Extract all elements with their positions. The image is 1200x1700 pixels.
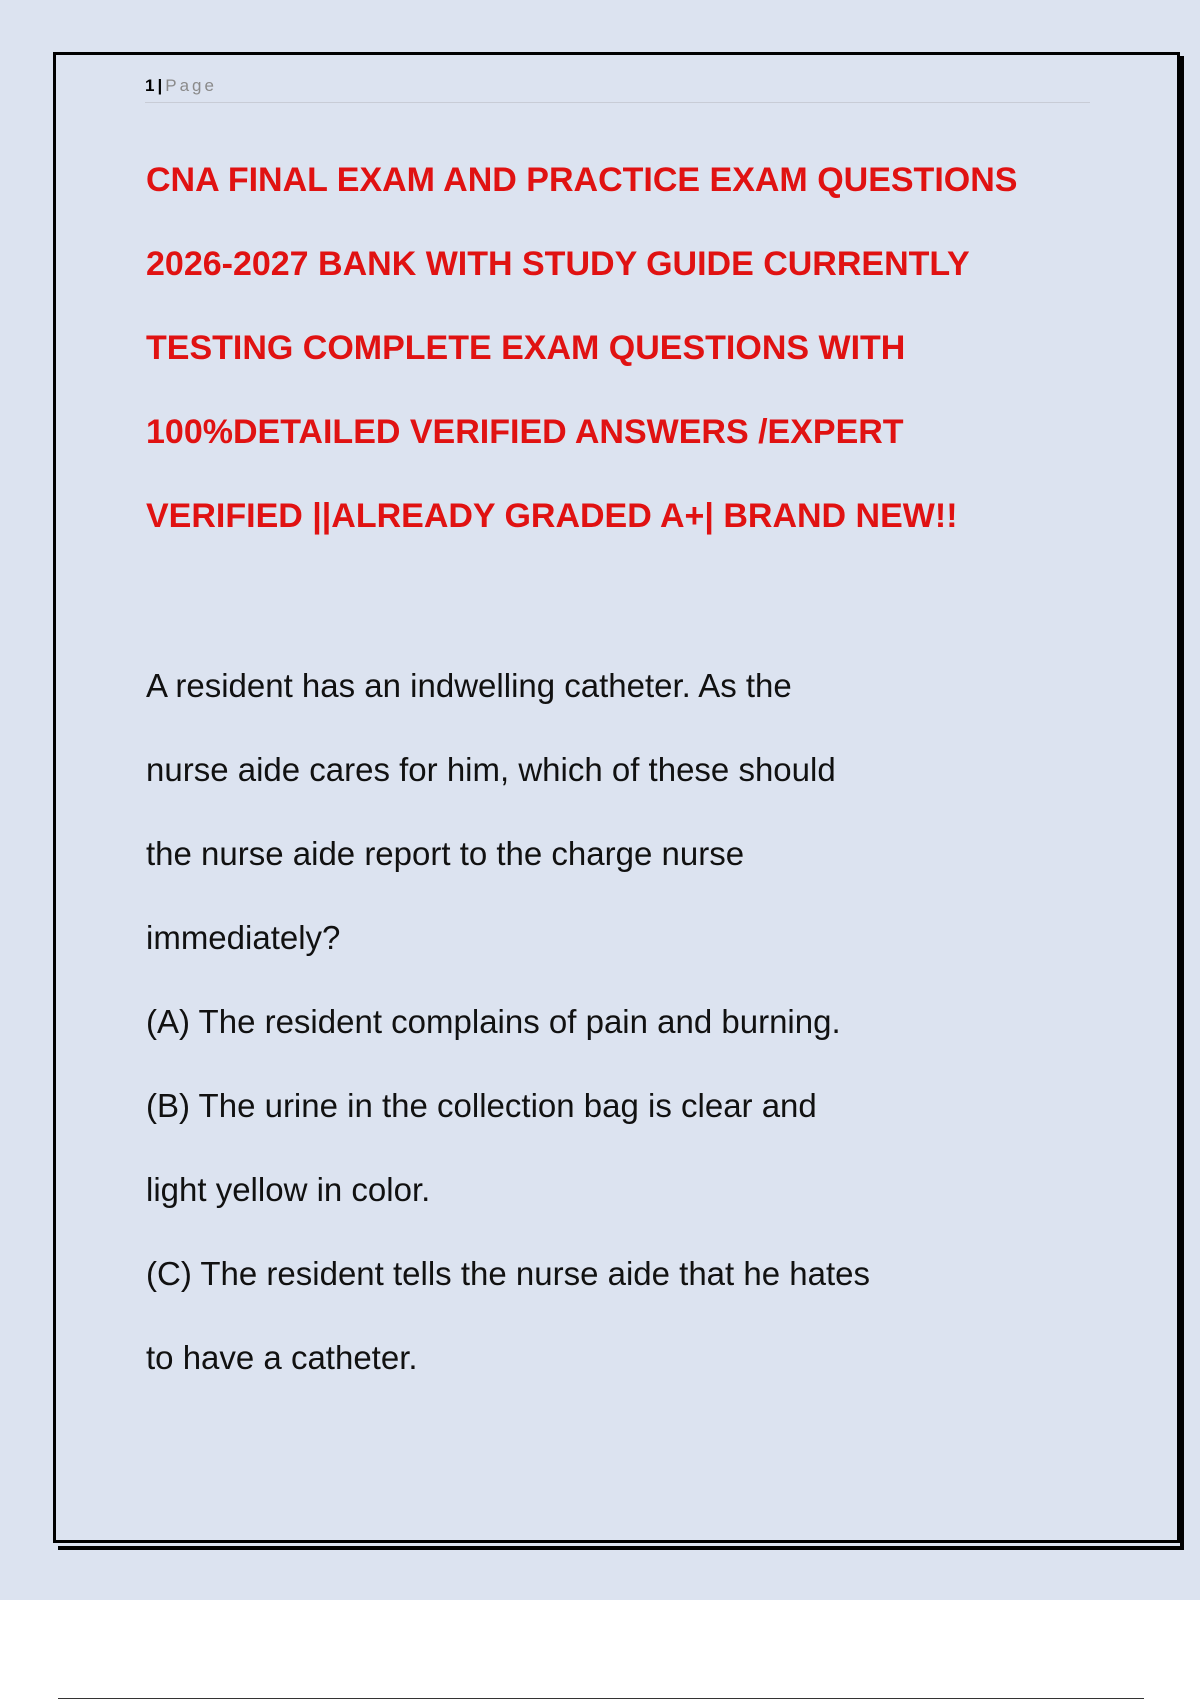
title-line: 100%DETAILED VERIFIED ANSWERS /EXPERT	[146, 413, 904, 451]
answer-option-c-continued: to have a catheter.	[146, 1339, 418, 1376]
document-title	[146, 138, 1106, 558]
title-line: CNA FINAL EXAM AND PRACTICE EXAM QUESTIONS	[146, 161, 1018, 199]
footer-rule	[58, 1698, 1144, 1699]
page-header	[145, 74, 1090, 103]
page-border-shadow-right	[1180, 56, 1184, 1550]
title-line: TESTING COMPLETE EXAM QUESTIONS WITH	[146, 329, 906, 367]
question-stem-line: A resident has an indwelling catheter. As the	[146, 667, 792, 704]
question-stem-line: nurse aide cares for him, which of these should	[146, 751, 836, 788]
question-block	[146, 644, 1046, 1400]
page-number: 1	[145, 76, 155, 95]
question-stem-line: the nurse aide report to the charge nurse	[146, 835, 745, 872]
page-border-shadow-bottom	[58, 1546, 1184, 1550]
title-line: VERIFIED ||ALREADY GRADED A+| BRAND NEW!!	[146, 497, 958, 535]
page-label: Page	[165, 76, 217, 95]
answer-option-b: (B) The urine in the collection bag is clear and	[146, 1087, 817, 1124]
answer-option-a: (A) The resident complains of pain and burning.	[146, 1003, 841, 1040]
question-stem-line: immediately?	[146, 919, 341, 956]
answer-option-c: (C) The resident tells the nurse aide that he hates	[146, 1255, 870, 1292]
page-header-separator: |	[157, 76, 163, 95]
answer-option-b-continued: light yellow in color.	[146, 1171, 431, 1208]
title-line: 2026-2027 BANK WITH STUDY GUIDE CURRENTLY	[146, 245, 970, 283]
